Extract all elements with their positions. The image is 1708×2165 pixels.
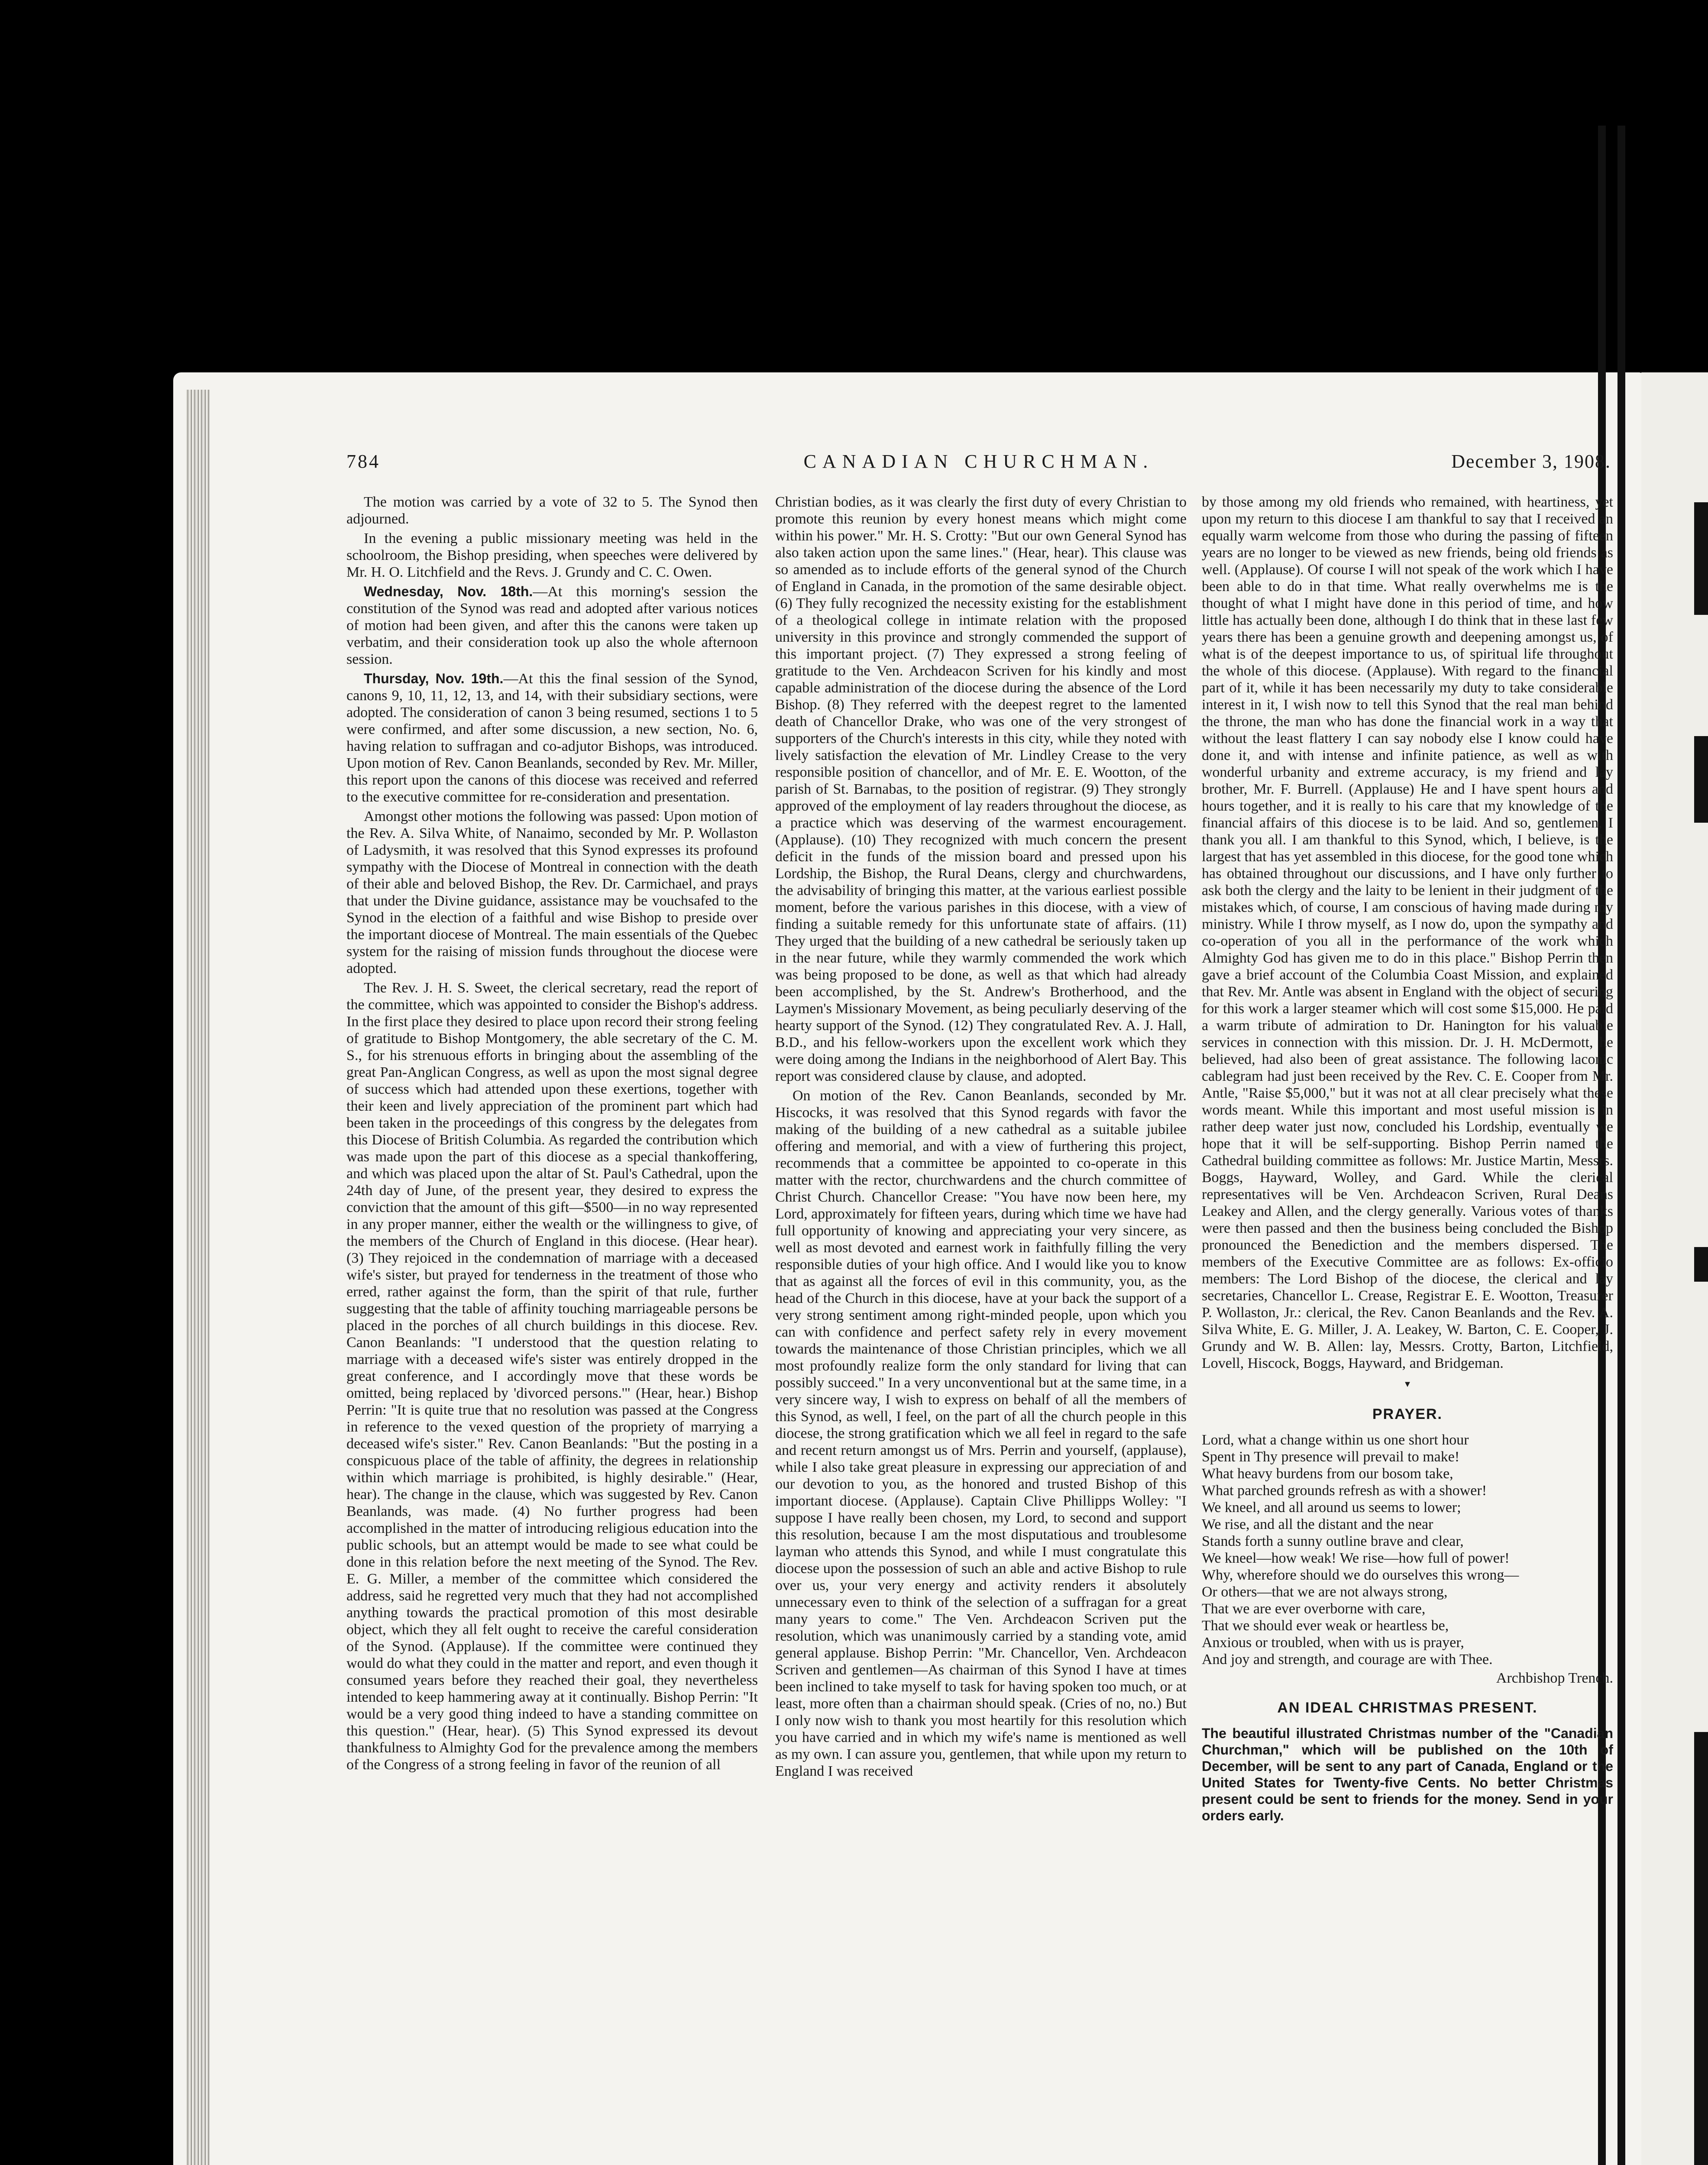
ornament-icon: ▼: [1403, 1380, 1412, 1389]
poem-line: We rise, and all the distant and the near: [1202, 1516, 1433, 1532]
poem-line: We kneel, and all around us seems to lower;: [1202, 1499, 1461, 1516]
facing-page-border: [1694, 1732, 1708, 2165]
date-lead: Wednesday, Nov. 18th.: [364, 584, 533, 599]
facing-page-border: [1694, 502, 1708, 615]
poem-line: Anxious or troubled, when with us is prayer,: [1202, 1635, 1464, 1651]
poem-line: Why, wherefore should we do ourselves this wrong—: [1202, 1567, 1519, 1583]
poem-line: Spent in Thy presence will prevail to make!: [1202, 1449, 1460, 1465]
christmas-present-notice: The beautiful illustrated Christmas number of the "Canadian Churchman," which will be published on the 10th of December, will be sent to any part of Canada, England or the United States for Twenty-five Cents. No better Christmas present could be sent to friends for the money. Send in your orders early.: [1202, 1726, 1613, 1823]
publication-title: CANADIAN CHURCHMAN.: [803, 451, 1154, 472]
facing-page-border: [1694, 1247, 1708, 1282]
running-header: [346, 450, 1611, 476]
poem-line: That we are ever overborne with care,: [1202, 1601, 1426, 1617]
poem-line: What parched grounds refresh as with a shower!: [1202, 1483, 1487, 1499]
facing-page-border: [1694, 736, 1708, 823]
paragraph: The motion was carried by a vote of 32 to 5. The Synod then adjourned.: [346, 494, 758, 527]
binding-rule: [1617, 126, 1625, 2165]
paragraph: Christian bodies, as it was clearly the first duty of every Christian to promote this reunion by every honest means which might come within his power." Mr. H. S. Crotty: "But our own General Synod has also taken action upon the same lines." (Hear, hear). This clause was so amended as to include efforts of the general synod of the Church of England in Canada, in the promotion of the same desirable object. (6) They fully recognized the necessity existing for the establishment of a theological college in intimate relation with the proposed university in this province and strongly commended the support of this important project. (7) They expressed a strong feeling of gratitude to the Ven. Archdeacon Scriven for his kindly and most capable administration of the diocese during the absence of the Lord Bishop. (8) They referred with the deepest regret to the lamented death of Chancellor Drake, who was one of the very strongest of supporters of the Church's interests in this city, while they noted with lively satisfaction the elevation of Mr. Lindley Crease to the very responsible position of chancellor, and of Mr. E. E. Wootton, of the parish of St. Barnabas, to the position of registrar. (9) They strongly approved of the employment of lay readers throughout the diocese, as a practice which was deserving of the warmest encouragement. (Applause). (10) They recognized with much concern the present deficit in the funds of the mission board and pressed upon his Lordship, the Bishop, the Rural Deans, clergy and churchwardens, the advisability of bringing this matter, at the various earliest possible moment, before the various parishes in this diocese, with a view of finding a suitable remedy for this unfortunate state of affairs. (11) They urged that the building of a new cathedral be seriously taken up in the near future, while they warmly commended the work which was being proposed to be done, as well as that which had already been accomplished, by the St. Andrew's Brotherhood, and the Laymen's Missionary Movement, as being peculiarly deserving of the hearty support of the Synod. (12) They congratulated Rev. A. J. Hall, B.D., and his fellow-workers upon the excellent work which they were doing among the Indians in the neighborhood of Alert Bay. This report was considered clause by clause, and adopted.: [775, 494, 1187, 1084]
paragraph: by those among my old friends who remained, with heartiness, yet upon my return to this diocese I am thankful to say that I received an equally warm welcome from those who during the passing of fifteen years are no longer to be viewed as new friends, being old friends as well. (Applause). Of course I will not speak of the work which I have been able to do in that time. What really overwhelms me is the thought of what I might have done in this period of time, and how little has actually been done, although I do think that in these last few years there has been a genuine growth and deepening amongst us, of what is of the deepest importance to us, of spiritual life throughout the whole of this diocese. (Applause). With regard to the financial part of it, while it has been necessarily my duty to take considerable interest in it, I wish now to tell this Synod that the real man behind the throne, the man who has done the financial work in a way that without the least flattery I can say nobody else I know could have done it, and with intense and infinite patience, as well as with wonderful urbanity and extreme accuracy, is my friend and lay brother, Mr. F. Burrell. (Applause) He and I have spent hours and hours together, and it is really to his care that my knowledge of the financial affairs of this diocese is to be laid. And so, gentlemen, I thank you all. I am thankful to this Synod, which, I believe, is the largest that has yet assembled in this diocese, for the good tone which has obtained throughout our discussions, and I have only further to ask both the clergy and the laity to be lenient in their judgment of the mistakes which, of course, I am conscious of having made during my ministry. While I throw myself, as I now do, upon the sympathy and co-operation of you all in the performance of the work which Almighty God has given me to do in this place." Bishop Perrin then gave a brief account of the Columbia Coast Mission, and explained that Rev. Mr. Antle was absent in England with the object of securing for this work a larger steamer which will cost some $15,000. He paid a warm tribute of admiration to Dr. Hanington for his valuable services in connection with this mission. Dr. J. H. McDermott, he believed, had also been of great assistance. The following laconic cablegram had just been received by the Rev. C. E. Cooper from Mr. Antle, "Raise $5,000," but it was not at all clear precisely what these words meant. While this important and most useful mission is in rather deep water just now, concluded his Lordship, eventually we hope that it will be self-supporting. Bishop Perrin named the Cathedral building committee as follows: Mr. Justice Martin, Messrs. Boggs, Hayward, Wolley, and Gard. While the clerical representatives will be Ven. Archdeacon Scriven, Rural Deans Leakey and Allen, and the clergy generally. Various votes of thanks were then passed and then the business being concluded the Bishop pronounced the Benediction and the members dispersed. The members of the Executive Committee are as follows: Ex-officio members: The Lord Bishop of the diocese, the clerical and lay secretaries, Chancellor L. Crease, Registrar E. E. Wootton, Treasurer P. Wollaston, Jr.: clerical, the Rev. Canon Beanlands and the Rev. A. Silva White, E. G. Miller, J. A. Leakey, W. Barton, C. E. Cooper, J. Grundy and W. B. Allen: lay, Messrs. Crotty, Barton, Litchfield, Lovell, Hiscock, Boggs, Hayward, and Bridgeman.: [1202, 494, 1613, 1371]
issue-date: December 3, 1908.: [1451, 451, 1611, 472]
poem: [1202, 1431, 1613, 1687]
prayer-heading: PRAYER.: [1372, 1406, 1443, 1422]
paragraph: On motion of the Rev. Canon Beanlands, seconded by Mr. Hiscocks, it was resolved that this Synod regards with favor the making of the building of a new cathedral as a suitable jubilee offering and memorial, and with a view of furthering this project, recommends that a committee be appointed to co-operate in this matter with the rector, churchwardens and the church committee of Christ Church. Chancellor Crease: "You have now been here, my Lord, approximately for fifteen years, during which time we have had full opportunity of knowing and appreciating your very sincere, as well as most devoted and earnest work in faithfully filling the very responsible duties of your high office. And I would like you to know that as against all the forces of evil in this community, you, as the head of the Church in this diocese, have at your back the support of a very strong sentiment among right-minded people, upon which you can with confidence and perfect safety rely in every movement towards the maintenance of those Christian principles, which we all most profoundly realize form the only standard for living that can possibly succeed." In a very unconventional but at the same time, in a very sincere way, I wish to express on behalf of all the members of this Synod, as well, I feel, on the part of all the church people in this diocese, the strong gratification which we all feel in regard to the safe and recent return amongst us of Mrs. Perrin and yourself, (applause), while I also take great pleasure in expressing our appreciation of and our devotion to you, as the honored and trusted Bishop of this important diocese. (Applause). Captain Clive Phillipps Wolley: "I suppose I have really been chosen, my Lord, to second and support this resolution, because I am the most disputatious and troublesome layman who attends this Synod, and while I must congratulate this diocese upon the possession of such an able and active Bishop to rule over us, your very energy and activity renders it absolutely unnecessary even to think of the selection of a suffragan for a great many years to come." The Ven. Archdeacon Scriven put the resolution, which was unanimously carried by a standing vote, amid general applause. Bishop Perrin: "Mr. Chancellor, Ven. Archdeacon Scriven and gentlemen—As chairman of this Synod I have at times been inclined to take myself to task for having spoken too much, or at least, more often than a chairman should speak. (Cries of no, no.) But I only now wish to thank you most heartily for this resolution which you have carried and in which my wife's name is mentioned as well as my own. I can assure you, gentlemen, that while upon my return to England I was received: [775, 1088, 1187, 1779]
paragraph: The Rev. J. H. S. Sweet, the clerical secretary, read the report of the committee, which was appointed to consider the Bishop's address. In the first place they desired to place upon record their strong feeling of gratitude to Bishop Montgomery, the able secretary of the C. M. S., for his strenuous efforts in bringing about the assembling of the great Pan-Anglican Congress, as well as upon the most signal degree of success which had attended upon these exertions, together with their keen and lively appreciation of the prominent part which had been taken in the proceedings of this congress by the delegates from this Diocese of British Columbia. As regarded the contribution which was made upon the part of this diocese as a special thankoffering, and which was placed upon the altar of St. Paul's Cathedral, upon the 24th day of June, of the present year, they desired to express the conviction that the amount of this gift—$500—in no way represented in any proper manner, either the wealth or the willingness to give, of the members of the Church of England in this diocese. (Hear hear). (3) They rejoiced in the condemnation of marriage with a deceased wife's sister, but prayed for tenderness in the treatment of those who erred, rather against the form, than the spirit of that rule, further suggesting that the table of affinity touching marriageable persons be placed in the porches of all church buildings in this diocese. Rev. Canon Beanlands: "I understood that the question relating to marriage with a deceased wife's sister was entirely dropped in the great conference, and I accordingly move that these words be omitted, being replaced by 'divorced persons.'" (Hear, hear.) Bishop Perrin: "It is quite true that no resolution was passed at the Congress in reference to the vexed question of the propriety of marrying a deceased wife's sister." Rev. Canon Beanlands: "But the posting in a conspicuous place of the table of affinity, the degrees in relationship within which marriage is prohibited, is highly desirable." (Hear, hear). The change in the clause, which was suggested by Rev. Canon Beanlands, was made. (4) No further progress had been accomplished in the matter of introducing religious education into the public schools, but an attempt would be made to see what could be done in this relation before the next meeting of the Synod. The Rev. E. G. Miller, a member of the committee which considered the address, said he regretted very much that they had not accomplished anything towards the practical promotion of this most desirable object, which they all felt ought to receive the careful consideration of the Synod. (Applause). If the committee were continued they would do what they could in the matter and report, and even though it consumed years before they reached their goal, they nevertheless intended to keep hammering away at it continually. Bishop Perrin: "It would be a very good thing indeed to have a standing committee on this question." (Hear, hear). (5) This Synod expressed its devout thankfulness to Almighty God for the prevalence among the members of the Congress of a strong feeling in favor of the reunion of all: [346, 980, 758, 1773]
poem-line: Or others—that we are not always strong,: [1202, 1584, 1448, 1600]
poem-line: Stands forth a sunny outline brave and clear,: [1202, 1533, 1464, 1549]
paragraph: Wednesday, Nov. 18th.—At this morning's session the constitution of the Synod was read and adopted after various notices of motion had been given, and after this the canons were taken up verbatim, and their consideration took up also the whole afternoon session.: [346, 584, 758, 667]
page-number: 784: [346, 451, 380, 472]
column-middle: [775, 494, 1187, 2165]
poem-line: And joy and strength, and courage are with Thee.: [1202, 1651, 1493, 1667]
column-left: [346, 494, 758, 2165]
poem-line: What heavy burdens from our bosom take,: [1202, 1466, 1453, 1482]
poem-line: That we should ever weak or heartless be,: [1202, 1618, 1449, 1634]
page-edges: [186, 390, 210, 2165]
paragraph: Amongst other motions the following was passed: Upon motion of the Rev. A. Silva White, of Nanaimo, seconded by Mr. P. Wollaston of Ladysmith, it was resolved that this Synod expresses its profound sympathy with the Diocese of Montreal in connection with the death of their able and beloved Bishop, the Rev. Dr. Carmichael, and prays that under the Divine guidance, assistance may be vouchsafed to the Synod in the election of a faithful and wise Bishop to preside over the important diocese of Montreal. The main essentials of the Quebec system for the raising of mission funds throughout the diocese were adopted.: [346, 808, 758, 976]
christmas-present-heading: AN IDEAL CHRISTMAS PRESENT.: [1277, 1700, 1538, 1716]
paragraph: Thursday, Nov. 19th.—At this the final session of the Synod, canons 9, 10, 11, 12, 13, and 14, with their subsidiary sections, were adopted. The consideration of canon 3 being resumed, sections 1 to 5 were confirmed, and after some discussion, a new section, No. 6, having relation to suffragan and co-adjutor Bishops, was introduced. Upon motion of Rev. Canon Beanlands, seconded by Rev. Mr. Miller, this report upon the canons of this diocese was received and referred to the executive committee for re-consideration and presentation.: [346, 671, 758, 805]
poem-line: Lord, what a change within us one short hour: [1202, 1432, 1469, 1448]
poem-attribution: Archbishop Trench.: [1496, 1670, 1613, 1686]
column-right: [1202, 494, 1613, 2165]
paragraph: In the evening a public missionary meeting was held in the schoolroom, the Bishop presiding, when speeches were delivered by Mr. H. O. Litchfield and the Revs. J. Grundy and C. C. Owen.: [346, 530, 758, 580]
date-lead: Thursday, Nov. 19th.: [364, 671, 504, 686]
poem-line: We kneel—how weak! We rise—how full of power!: [1202, 1550, 1510, 1566]
